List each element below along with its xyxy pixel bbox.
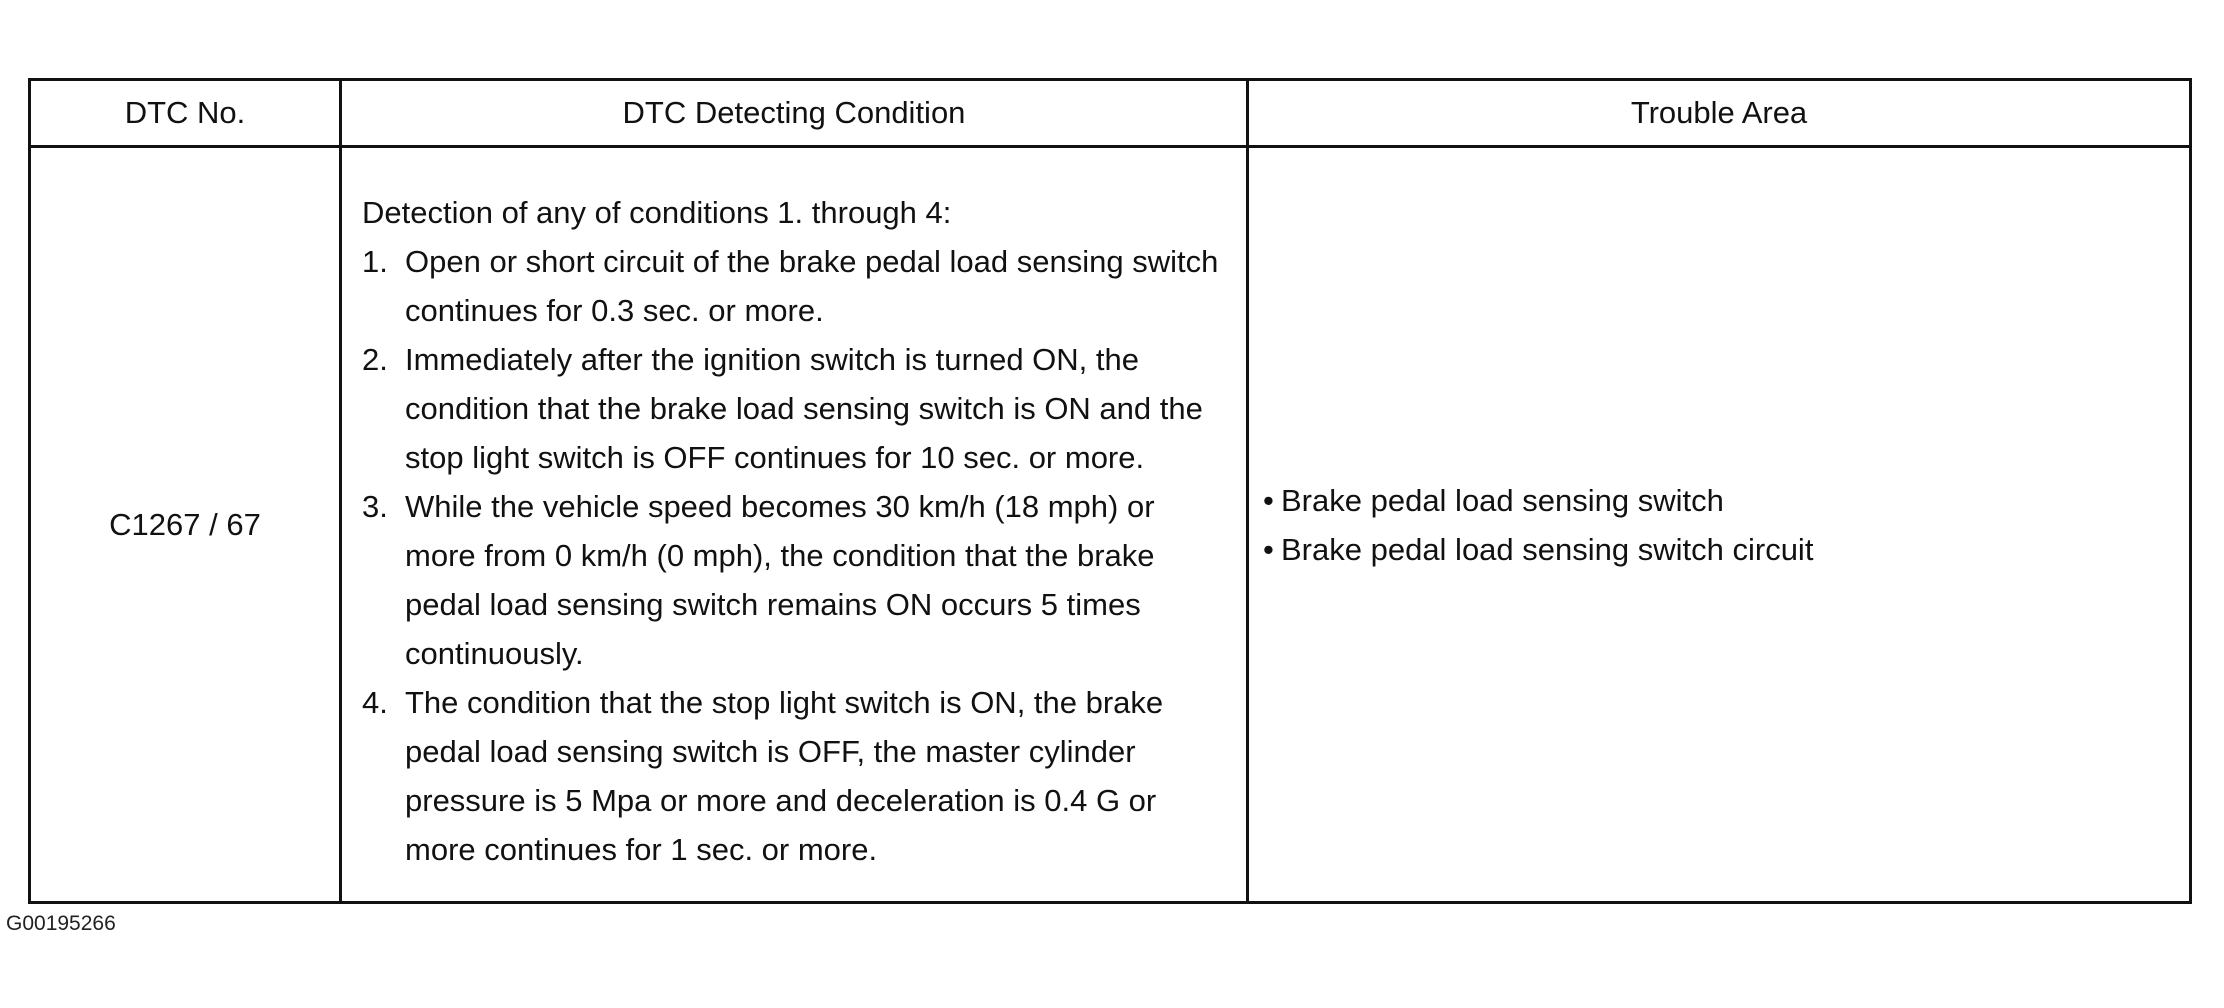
detecting-condition-cell	[341, 147, 1248, 903]
condition-item	[362, 482, 1222, 678]
condition-number: 2.	[362, 341, 388, 377]
header-row	[30, 80, 2191, 147]
dtc-number-cell: C1267 / 67	[30, 147, 341, 903]
trouble-area-item	[1263, 476, 2189, 525]
table-row	[30, 147, 2191, 903]
trouble-area-text: Brake pedal load sensing switch	[1281, 482, 1724, 518]
bullet-icon: •	[1263, 482, 1274, 518]
condition-intro: Detection of any of conditions 1. through 4:	[362, 194, 952, 230]
condition-number: 1.	[362, 243, 388, 279]
trouble-area-item	[1263, 525, 2189, 574]
condition-number: 3.	[362, 488, 388, 524]
figure-code: G00195266	[6, 912, 116, 935]
condition-text: Open or short circuit of the brake pedal load sensing switch continues for 0.3 sec. or more.	[405, 243, 1219, 328]
trouble-area-text: Brake pedal load sensing switch circuit	[1281, 531, 1814, 567]
header-detecting-condition: DTC Detecting Condition	[341, 80, 1248, 147]
header-dtc-no: DTC No.	[30, 80, 341, 147]
trouble-area-list	[1249, 476, 2189, 574]
condition-text: While the vehicle speed becomes 30 km/h (18 mph) or more from 0 km/h (0 mph), the condition that the brake pedal load sensing switch remains ON occurs 5 times continuously.	[405, 488, 1155, 671]
condition-text: The condition that the stop light switch is ON, the brake pedal load sensing switch is OFF, the master cylinder pressure is 5 Mpa or more and deceleration is 0.4 G or more continues for 1 sec. or more.	[405, 684, 1164, 867]
dtc-table	[28, 78, 2192, 904]
condition-item	[362, 678, 1222, 874]
condition-list	[362, 237, 1222, 874]
condition-item	[362, 237, 1222, 335]
condition-item	[362, 335, 1222, 482]
condition-number: 4.	[362, 684, 388, 720]
condition-text: Immediately after the ignition switch is turned ON, the condition that the brake load sensing switch is ON and the stop light switch is OFF continues for 10 sec. or more.	[405, 341, 1203, 475]
bullet-icon: •	[1263, 531, 1274, 567]
header-trouble-area: Trouble Area	[1248, 80, 2191, 147]
trouble-area-cell	[1248, 147, 2191, 903]
